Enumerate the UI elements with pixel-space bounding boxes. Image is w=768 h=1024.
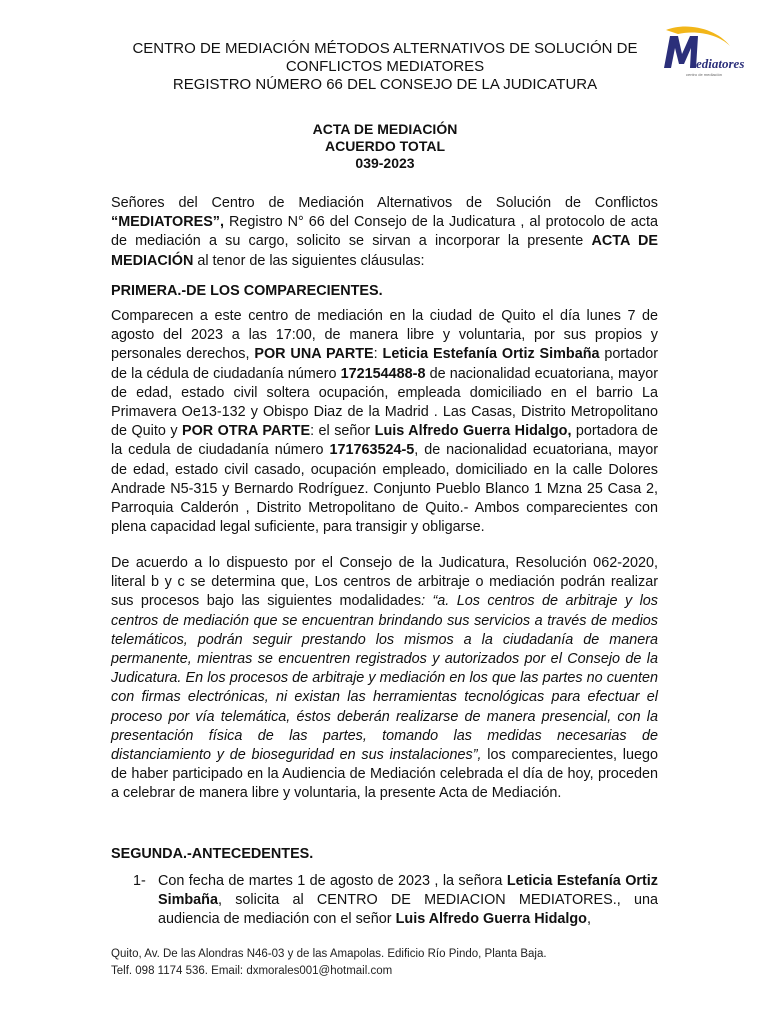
svg-text:centro de mediación: centro de mediación [686,72,723,77]
intro-paragraph [111,194,658,271]
paragraph-text: : el señor [310,423,375,440]
party-label: POR OTRA PARTE [182,423,311,440]
intro-text: Señores del Centro de Mediación Alternativos de Solución de Conflictos [111,195,658,211]
section-heading-segunda: SEGUNDA.-ANTECEDENTES. [111,846,314,862]
footer-address: Quito, Av. De las Alondras N46-03 y de las Amapolas. Edificio Río Pindo, Planta Baja. [111,948,547,960]
paragraph-text: De acuerdo a lo dispuesto por el Consejo de la Judicatura, Resolución 062-2020, literal b y c se determina que, Los centros de arbitraje o mediación podrán realizar sus procesos bajo las siguientes modalidades [111,555,658,610]
title-line-3: 039-2023 [355,155,415,171]
intro-mediatores: “MEDIATORES”, [111,214,225,231]
paragraph-text: Comparecen a este centro de mediación en la ciudad de Quito el día lunes 7 de agosto del 2023 a las 17:00, de manera libre y voluntaria, por sus propios y personales derechos, [111,308,658,363]
comparecientes-paragraph [111,307,658,537]
section-heading-primera: PRIMERA.-DE LOS COMPARECIENTES. [111,283,383,299]
party-name: Leticia Estefanía Ortiz Simbaña [382,346,600,363]
title-line-2: ACUERDO TOTAL [324,138,446,154]
list-item-text [158,872,658,930]
paragraph-text: de nacionalidad ecuatoriana, mayor de edad, estado civil soltera ocupación, empleada domiciliado en el barrio La Primavera Oe13-132 y Obispo Diaz de la Madrid . Las Casas, Distrito Metropolitano de Quito y [111,365,658,440]
resolucion-paragraph [111,554,658,804]
id-number: 171763524-5 [329,442,415,459]
party-label: POR UNA PARTE [254,346,374,363]
quoted-resolution: : “a. Los centros de arbitraje y los centros de mediación que se encuentran brindando sus servicios a través de medios telemáticos, podrán seguir prestando los mismos a la ciudadanía de manera permanente, mientras se encuentren registrados y autorizados por el Consejo de la Judicatura. En los procesos de arbitraje y mediación en los que las partes no cuenten con firmas electrónicas, ni existan las herramientas tecnológicas para efectuar el proceso por vía telemática, éstos deberán realizarse de manera presencial, con la presentación física de las partes, tomando las medidas necesarias de distanciamiento y de bioseguridad en sus instalaciones”, [111,593,659,764]
item-text: , solicita al CENTRO DE MEDIACION MEDIATORES., una audiencia de mediación con el señor [158,892,658,928]
document-header [100,40,670,94]
document-footer [111,946,671,980]
paragraph-text: : [373,346,383,363]
intro-text: al tenor de las siguientes cláusulas: [193,252,425,269]
list-item-number: 1- [133,873,146,889]
footer-contact: Telf. 098 1174 536. Email: dxmorales001@hotmail.com [111,965,393,977]
document-title [220,121,550,172]
item-text: , [586,911,591,928]
intro-acta: ACTA DE MEDIACIÓN [111,233,658,269]
paragraph-text: portador de la cédula de ciudadanía número [111,346,658,382]
svg-text:ediatores: ediatores [696,56,745,71]
intro-text: Registro N° 66 del Consejo de la Judicatura , al protocolo de acta de mediación a su cargo, solicito se sirvan a incorporar la presente [111,214,658,250]
party-name: Luis Alfredo Guerra Hidalgo [395,911,587,928]
id-number: 172154488-8 [340,365,426,382]
paragraph-text: portadora de la cedula de ciudadanía número [111,423,658,459]
header-line-2: CONFLICTOS MEDIATORES [285,58,485,75]
header-line-3: REGISTRO NÚMERO 66 DEL CONSEJO DE LA JUDICATURA [172,76,598,93]
item-text: Con fecha de martes 1 de agosto de 2023 , la señora [158,873,507,889]
paragraph-text: , de nacionalidad ecuatoriana, mayor de edad, estado civil casado, ocupación empleado, domiciliado en la calle Dolores Andrade N5-315 y Bernardo Rodríguez. Conjunto Pueblo Blanco 1 Mzna 25 Casa 2, Parroquia Calderón , Distrito Metropolitano de Quito.- Ambos comparecientes con plena capacidad legal suficiente, para transigir y obligarse. [111,442,659,536]
paragraph-text: los comparecientes, luego de haber participado en la Audiencia de Mediación celebrada el día de hoy, proceden a celebrar de manera libre y voluntaria, la presente Acta de Mediación. [111,747,658,802]
party-name: Leticia Estefanía Ortiz Simbaña [158,873,658,909]
title-line-1: ACTA DE MEDIACIÓN [312,121,458,137]
header-line-1: CENTRO DE MEDIACIÓN MÉTODOS ALTERNATIVOS DE SOLUCIÓN DE [132,40,638,57]
mediatores-logo [656,24,745,80]
party-name: Luis Alfredo Guerra Hidalgo, [374,423,572,440]
